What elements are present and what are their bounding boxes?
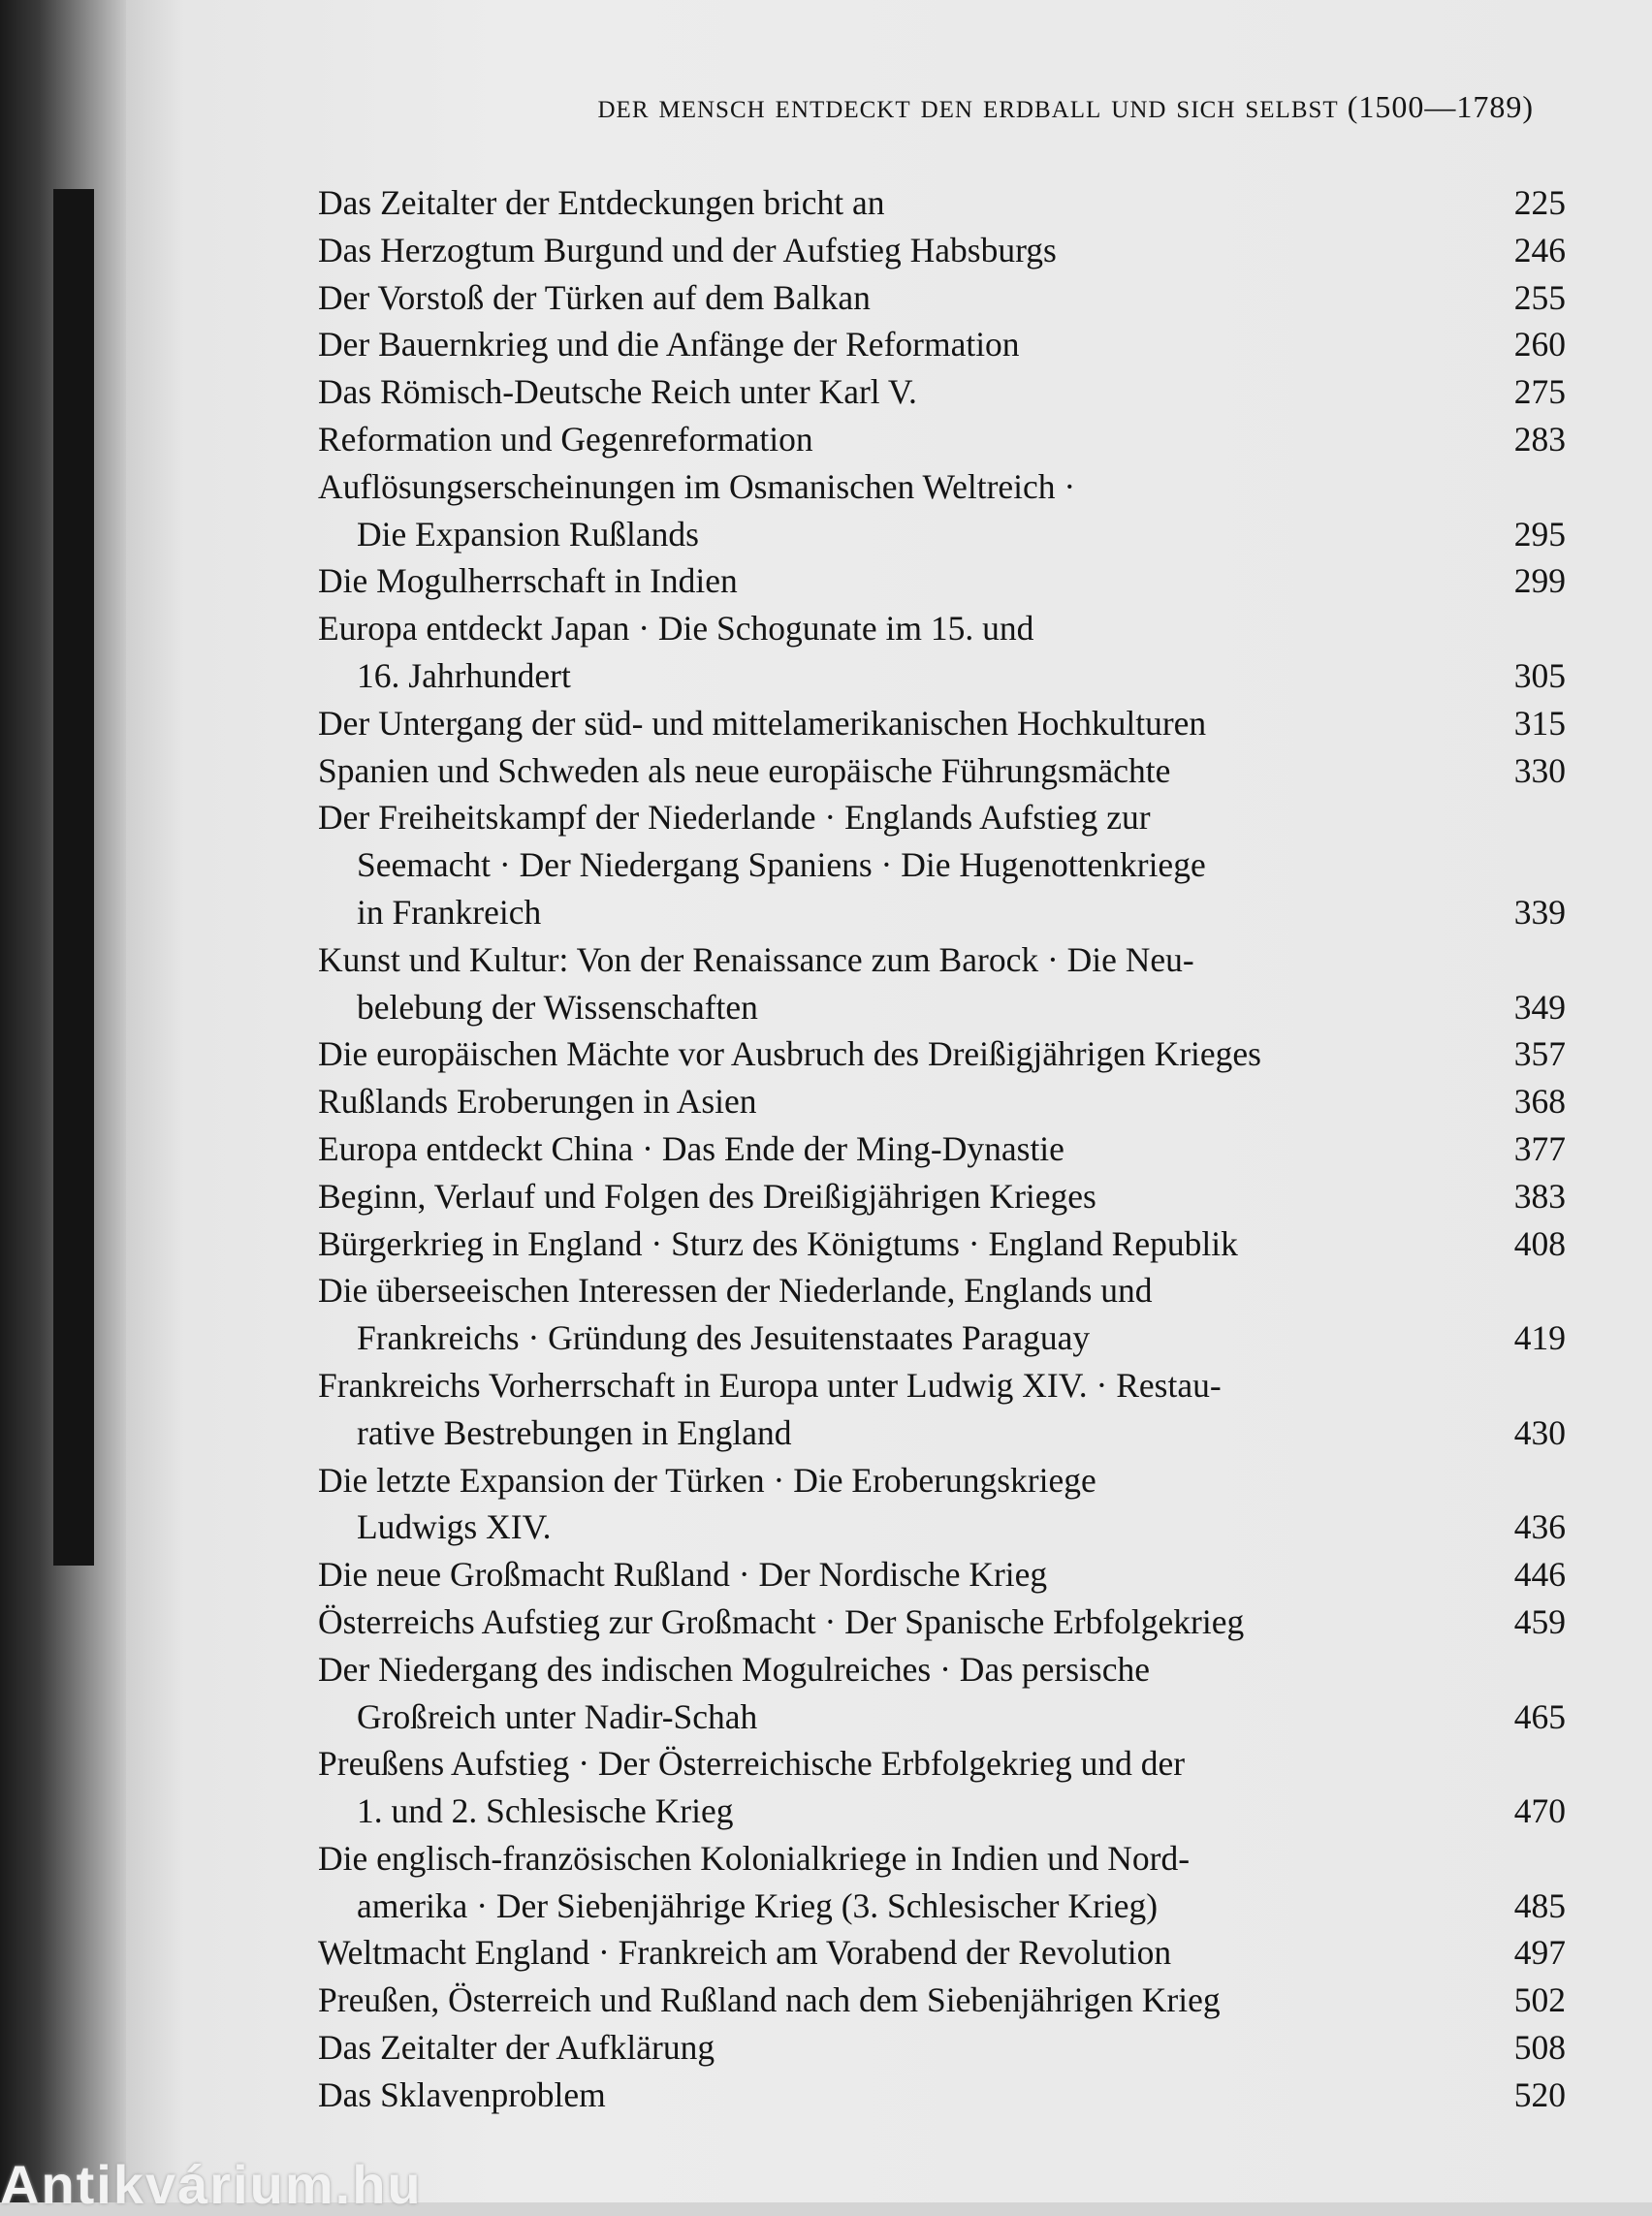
- toc-line: [318, 841, 1566, 889]
- toc-entry-text: Europa entdeckt China · Das Ende der Ming-Dynastie: [318, 1128, 1064, 1168]
- toc-entry-text: Beginn, Verlauf und Folgen des Dreißigjährigen Krieges: [318, 1176, 1096, 1216]
- toc-line: [318, 557, 1566, 605]
- toc-entry-text: Die Expansion Rußlands: [357, 514, 699, 554]
- toc-line: [318, 1362, 1566, 1409]
- toc-page-number: 502: [1513, 1980, 1566, 2020]
- toc-entry-text: Kunst und Kultur: Von der Renaissance zum Barock · Die Neu-: [318, 939, 1194, 979]
- toc-line: [318, 274, 1566, 322]
- toc-entry-text: Großreich unter Nadir-Schah: [357, 1696, 758, 1736]
- toc-entry-text: Das Sklavenproblem: [318, 2074, 606, 2114]
- toc-page-number: 315: [1513, 703, 1566, 743]
- toc-entry-text: 16. Jahrhundert: [357, 655, 571, 695]
- toc-page-number: 330: [1513, 750, 1566, 790]
- toc-line: [318, 1267, 1566, 1314]
- toc-line: [318, 2024, 1566, 2072]
- toc-page-number: 446: [1513, 1555, 1566, 1595]
- toc-entry-text: Der Vorstoß der Türken auf dem Balkan: [318, 277, 871, 317]
- toc-line: [318, 1788, 1566, 1835]
- toc-entry-text: in Frankreich: [357, 892, 542, 932]
- toc-page-number: 430: [1513, 1412, 1566, 1452]
- toc-entry-text: Die überseeischen Interessen der Niederlande, Englands und: [318, 1271, 1153, 1311]
- toc-entry-text: Das Herzogtum Burgund und der Aufstieg Habsburgs: [318, 230, 1057, 269]
- toc-entry-text: 1. und 2. Schlesische Krieg: [357, 1791, 734, 1831]
- toc-page-number: 255: [1513, 277, 1566, 317]
- toc-line: [318, 1883, 1566, 1930]
- toc-page-number: 349: [1513, 987, 1566, 1027]
- toc-page-number: 436: [1513, 1507, 1566, 1547]
- toc-entry-text: Das Römisch-Deutsche Reich unter Karl V.: [318, 372, 917, 412]
- toc-line: [318, 368, 1566, 416]
- toc-entry-text: Die letzte Expansion der Türken · Die Eroberungskriege: [318, 1460, 1096, 1500]
- toc-entry-text: Die Mogulherrschaft in Indien: [318, 561, 738, 601]
- running-head-years: (1500—1789): [1347, 89, 1534, 124]
- toc-entry-text: Preußen, Österreich und Rußland nach dem Siebenjährigen Krieg: [318, 1980, 1221, 2020]
- toc-line: [318, 1551, 1566, 1599]
- toc-entry-text: rative Bestrebungen in England: [357, 1412, 792, 1452]
- toc-entry-text: Bürgerkrieg in England · Sturz des Königtums · England Republik: [318, 1223, 1238, 1263]
- toc-page-number: 305: [1513, 655, 1566, 695]
- toc-line: [318, 889, 1566, 936]
- toc-entry-text: Die europäischen Mächte vor Ausbruch des Dreißigjährigen Krieges: [318, 1034, 1261, 1074]
- toc-line: [318, 1977, 1566, 2024]
- toc-entry-text: Reformation und Gegenreformation: [318, 419, 813, 459]
- toc-line: [318, 321, 1566, 368]
- toc-entry-text: Ludwigs XIV.: [357, 1507, 552, 1547]
- toc-entry-text: Der Freiheitskampf der Niederlande · Englands Aufstieg zur: [318, 798, 1151, 838]
- toc-page-number: 246: [1513, 230, 1566, 269]
- toc-page-number: 459: [1513, 1601, 1566, 1641]
- table-of-contents: [318, 179, 1566, 2119]
- toc-page-number: 520: [1513, 2074, 1566, 2114]
- toc-entry-text: Der Bauernkrieg und die Anfänge der Reformation: [318, 325, 1020, 364]
- watermark-text: Antikvárium.hu: [0, 2154, 423, 2215]
- toc-line: [318, 416, 1566, 463]
- toc-line: [318, 227, 1566, 274]
- toc-page-number: 383: [1513, 1176, 1566, 1216]
- toc-entry-text: Die neue Großmacht Rußland · Der Nordische Krieg: [318, 1555, 1048, 1595]
- toc-entry-text: Der Niedergang des indischen Mogulreiches · Das persische: [318, 1649, 1150, 1689]
- toc-line: [318, 1314, 1566, 1362]
- toc-line: [318, 463, 1566, 511]
- toc-page-number: 295: [1513, 514, 1566, 554]
- toc-line: [318, 794, 1566, 841]
- toc-line: [318, 1835, 1566, 1883]
- toc-line: [318, 1173, 1566, 1220]
- toc-entry-text: Preußens Aufstieg · Der Österreichische Erbfolgekrieg und der: [318, 1744, 1186, 1784]
- toc-entry-text: Auflösungserscheinungen im Osmanischen Weltreich ·: [318, 466, 1076, 506]
- toc-line: [318, 936, 1566, 984]
- toc-page-number: 225: [1513, 183, 1566, 222]
- toc-page-number: 470: [1513, 1791, 1566, 1831]
- running-head: [273, 85, 1534, 126]
- toc-page-number: 260: [1513, 325, 1566, 364]
- toc-entry-text: Österreichs Aufstieg zur Großmacht · Der Spanische Erbfolgekrieg: [318, 1601, 1245, 1641]
- toc-line: [318, 1504, 1566, 1551]
- toc-entry-text: Frankreichs · Gründung des Jesuitenstaates Paraguay: [357, 1318, 1091, 1358]
- toc-entry-text: Frankreichs Vorherrschaft in Europa unter Ludwig XIV. · Restau-: [318, 1365, 1222, 1405]
- toc-page-number: 508: [1513, 2028, 1566, 2068]
- toc-line: [318, 1078, 1566, 1125]
- toc-page-number: 419: [1513, 1318, 1566, 1358]
- toc-line: [318, 700, 1566, 747]
- toc-line: [318, 984, 1566, 1031]
- toc-line: [318, 652, 1566, 700]
- toc-line: [318, 605, 1566, 652]
- toc-line: [318, 511, 1566, 558]
- toc-page-number: 299: [1513, 561, 1566, 601]
- toc-line: [318, 1409, 1566, 1457]
- toc-entry-text: Seemacht · Der Niedergang Spaniens · Die Hugenottenkriege: [357, 845, 1206, 885]
- toc-entry-text: belebung der Wissenschaften: [357, 987, 758, 1027]
- toc-page-number: 485: [1513, 1885, 1566, 1925]
- toc-entry-text: Europa entdeckt Japan · Die Schogunate im 15. und: [318, 609, 1034, 649]
- toc-page-number: 283: [1513, 419, 1566, 459]
- toc-line: [318, 1125, 1566, 1173]
- toc-entry-text: Weltmacht England · Frankreich am Vorabend der Revolution: [318, 1933, 1172, 1973]
- toc-page-number: 357: [1513, 1034, 1566, 1074]
- toc-entry-text: amerika · Der Siebenjährige Krieg (3. Schlesischer Krieg): [357, 1885, 1159, 1925]
- toc-entry-text: Rußlands Eroberungen in Asien: [318, 1082, 757, 1122]
- toc-entry-text: Die englisch-französischen Kolonialkriege in Indien und Nord-: [318, 1838, 1191, 1878]
- toc-line: [318, 1929, 1566, 1977]
- toc-entry-text: Spanien und Schweden als neue europäische Führungsmächte: [318, 750, 1171, 790]
- toc-line: [318, 2072, 1566, 2119]
- toc-page-number: 497: [1513, 1933, 1566, 1973]
- toc-page-number: 339: [1513, 892, 1566, 932]
- toc-line: [318, 1694, 1566, 1741]
- toc-line: [318, 1030, 1566, 1078]
- toc-page-number: 368: [1513, 1082, 1566, 1122]
- toc-entry-text: Das Zeitalter der Aufklärung: [318, 2028, 715, 2068]
- toc-line: [318, 179, 1566, 227]
- toc-page-number: 408: [1513, 1223, 1566, 1263]
- toc-line: [318, 1646, 1566, 1694]
- toc-line: [318, 1599, 1566, 1646]
- toc-line: [318, 1457, 1566, 1504]
- running-head-title: der mensch entdeckt den erdball und sich selbst: [597, 86, 1339, 125]
- toc-page-number: 465: [1513, 1696, 1566, 1736]
- facing-page-edge: [53, 189, 94, 1566]
- toc-line: [318, 1740, 1566, 1788]
- toc-entry-text: Das Zeitalter der Entdeckungen bricht an: [318, 183, 885, 222]
- toc-entry-text: Der Untergang der süd- und mittelamerikanischen Hochkulturen: [318, 703, 1207, 743]
- toc-page-number: 275: [1513, 372, 1566, 412]
- toc-line: [318, 1220, 1566, 1268]
- toc-line: [318, 747, 1566, 795]
- toc-page-number: 377: [1513, 1128, 1566, 1168]
